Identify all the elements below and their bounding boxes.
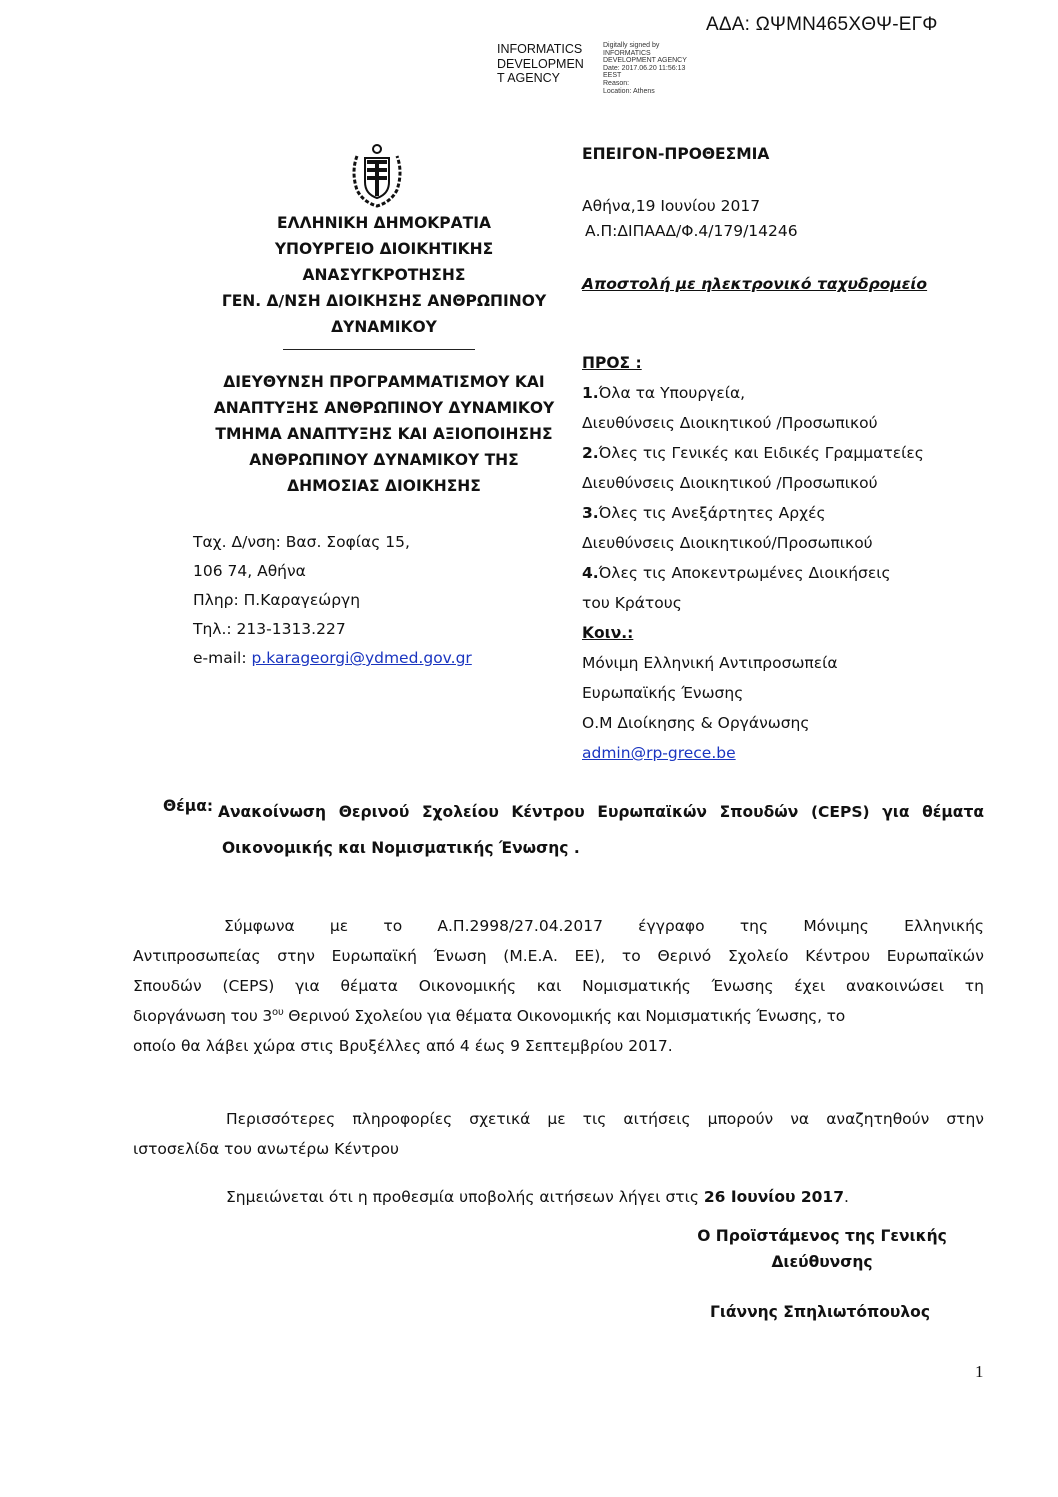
recipient-text: Όλες τις Αποκεντρωμένες Διοικήσεις [598,564,891,582]
body-word: Ευρωπαϊκή [331,947,417,965]
subject-line-1 [218,797,984,827]
body-word: μπορούν [707,1110,774,1128]
signature-name-line: T AGENCY [497,71,560,85]
cc-email-link[interactable]: admin@rp-grece.be [582,744,736,762]
recipient-num: 3. [582,504,599,522]
body-word: της [739,917,769,935]
recipient-line: Διευθύνσεις Διοικητικού /Προσωπικού [582,414,878,432]
recipient-num: 2. [582,444,599,462]
body-word: Ένωση [433,947,487,965]
body-word: ανακοινώσει [846,977,945,995]
signature-meta-line: DEVELOPMENT AGENCY [603,57,687,65]
body-word: και [536,977,562,995]
body-word: σχετικά [469,1110,531,1128]
subject-word: Σπουδών [719,803,799,821]
signature-meta-line: Digitally signed by [603,42,660,49]
directorate-line: ΑΝΘΡΩΠΙΝΟΥ ΔΥΝΑΜΙΚΟΥ ΤΗΣ [249,451,519,469]
subject-line-2: Οικονομικής και Νομισματικής Ένωσης . [222,839,580,857]
address-line: Ταχ. Δ/νση: Βασ. Σοφίας 15, [193,533,410,551]
signature-name-line: INFORMATICS [497,42,583,56]
cc-email-row [582,738,924,768]
ada-code: ΑΔΑ: ΩΨΜΝ465ΧΘΨ-ΕΓΦ [706,14,938,35]
coat-of-arms-icon [345,142,409,210]
signature-meta-line: Location: Athens [603,87,655,95]
deadline-date: 26 Ιουνίου 2017 [703,1188,844,1206]
signature-meta-line: Date: 2017.06.20 11:56:13 [603,64,686,72]
body-word: Μόνιμης [803,917,869,935]
email-row [193,644,472,673]
subject [163,797,984,863]
body-word: Θερινό [657,947,712,965]
recipient-num: 1. [582,384,599,402]
directorate-line: ΔΗΜΟΣΙΑΣ ΔΙΟΙΚΗΣΗΣ [287,477,481,495]
body-line: ιστοσελίδα του ανωτέρω Κέντρου [133,1140,399,1158]
recipients [582,348,924,768]
body-word: Ευρωπαϊκών [886,947,984,965]
cc-line: Ευρωπαϊκής Ένωσης [582,684,744,702]
cc-label: Κοιν.: [582,624,634,642]
body-line: οποίο θα λάβει χώρα στις Βρυξέλλες από 4 έως 9 Σεπτεμβρίου 2017. [133,1037,673,1055]
subject-word: Ανακοίνωση [218,803,327,821]
protocol-number: Α.Π:ΔΙΠΑΑΔ/Φ.4/179/14246 [585,222,798,240]
urgency-label: ΕΠΕΙΓΟΝ-ΠΡΟΘΕΣΜΙΑ [582,145,770,163]
body-word: για [295,977,320,995]
subject-word: για [882,803,910,821]
body-text: . [843,1188,849,1206]
body-word: στην [277,947,315,965]
letterhead-line: ΔΥΝΑΜΙΚΟΥ [331,318,437,336]
body-word: αναζητηθούν [826,1110,930,1128]
email-link[interactable]: p.karageorgi@ydmed.gov.gr [251,649,472,667]
recipient-line: Διευθύνσεις Διοικητικού/Προσωπικού [582,534,873,552]
letterhead-line: ΑΝΑΣΥΓΚΡΟΤΗΣΗΣ [302,266,466,284]
signature-meta-line: INFORMATICS [603,49,651,57]
body-paragraph-3 [226,1182,984,1212]
body-word: Α.Π.2998/27.04.2017 [437,917,603,935]
body-word: Αντιπροσωπείας [133,947,261,965]
recipient-line: του Κράτους [582,594,682,612]
signature-meta-line: Reason: [603,79,630,87]
body-line [133,941,984,971]
body-word: αιτήσεις [623,1110,691,1128]
signature-name-line: DEVELOPMEN [497,56,584,71]
signature-meta-line: EEST [603,72,622,80]
contact-info [193,528,472,673]
directorate-line: ΤΜΗΜΑ ΑΝΑΠΤΥΞΗΣ ΚΑΙ ΑΞΙΟΠΟΙΗΣΗΣ [215,425,553,443]
divider [283,349,475,350]
cc-line: Ο.Μ Διοίκησης & Οργάνωσης [582,714,810,732]
to-label: ΠΡΟΣ : [582,354,642,372]
body-word: το [621,947,641,965]
body-text: Θερινού Σχολείου για θέματα Οικονομικής και Νομισματικής Ένωσης, το [283,1007,846,1025]
body-word: με [547,1110,566,1128]
directorate-header [190,369,578,499]
body-word: Σύμφωνα [224,917,295,935]
body-line [226,1182,984,1212]
body-line [226,1104,984,1134]
body-word: (CEPS) [222,977,275,995]
letterhead-line: ΥΠΟΥΡΓΕΙΟ ΔΙΟΙΚΗΤΙΚΗΣ [274,240,494,258]
body-word: Ένωσης [711,977,774,995]
recipient-text: Όλες τις Ανεξάρτητες Αρχές [598,504,826,522]
body-paragraph-1 [218,911,984,941]
body-line [133,1001,984,1031]
body-word: ΕΕ), [574,947,606,965]
body-paragraph-2 [226,1104,984,1134]
body-word: έχει [794,977,826,995]
body-word: Σχολείο [727,947,789,965]
body-word: τη [964,977,984,995]
letterhead-line: ΕΛΛΗΝΙΚΗ ΔΗΜΟΚΡΑΤΙΑ [277,214,491,232]
signature-details [603,42,687,95]
recipient-text: Όλα τα Υπουργεία, [598,384,746,402]
recipient-line [582,498,924,528]
body-line [133,971,984,1001]
body-word: τις [582,1110,607,1128]
signature-name [497,42,584,86]
cc-line: Μόνιμη Ελληνική Αντιπροσωπεία [582,654,838,672]
recipient-line [582,558,924,588]
directorate-line: ΔΙΕΥΘΥΝΣΗ ΠΡΟΓΡΑΜΜΑΤΙΣΜΟΥ ΚΑΙ [223,373,545,391]
address-line: 106 74, Αθήνα [193,562,306,580]
body-superscript: ου [272,1006,284,1018]
body-line [218,911,984,941]
contact-person: Πληρ: Π.Καραγεώργη [193,591,361,609]
recipient-text: Όλες τις Γενικές και Ειδικές Γραμματείες [598,444,924,462]
recipient-line: Διευθύνσεις Διοικητικού /Προσωπικού [582,474,878,492]
body-word: με [329,917,349,935]
directorate-line: ΑΝΑΠΤΥΞΗΣ ΑΝΘΡΩΠΙΝΟΥ ΔΥΝΑΜΙΚΟΥ [213,399,555,417]
ministry-header [190,210,578,340]
body-text: διοργάνωση του 3 [133,1007,273,1025]
subject-word: θέματα [922,803,984,821]
body-word: το [383,917,403,935]
body-paragraph-1-cont [133,941,984,1061]
body-word: Κέντρου [805,947,871,965]
body-word: να [790,1110,810,1128]
body-word: θέματα [340,977,398,995]
body-word: πληροφορίες [352,1110,453,1128]
delivery-method: Αποστολή με ηλεκτρονικό ταχυδρομείο [582,275,928,293]
subject-word: Ευρωπαϊκών [597,803,707,821]
body-word: στην [946,1110,984,1128]
subject-label: Θέμα: [163,797,214,815]
body-word: έγγραφο [638,917,705,935]
body-word: Οικονομικής [418,977,517,995]
page-number: 1 [975,1362,984,1381]
body-word: Περισσότερες [226,1110,336,1128]
body-word: Ελληνικής [904,917,984,935]
signer-name: Γιάννης Σπηλιωτόπουλος [709,1303,931,1321]
subject-word: (CEPS) [810,803,870,821]
subject-word: Θερινού [338,803,410,821]
signer-title-line: Ο Προϊστάμενος της Γενικής [697,1227,947,1245]
subject-word: Σχολείου [421,803,499,821]
date: Αθήνα,19 Ιουνίου 2017 [582,197,761,215]
body-word: (Μ.Ε.Α. [503,947,558,965]
recipient-line [582,438,924,468]
body-text: Σημειώνεται ότι η προθεσμία υποβολής αιτήσεων λήγει στις [226,1188,704,1206]
recipient-num: 4. [582,564,599,582]
recipient-line [582,378,924,408]
signer-title-line: Διεύθυνσης [771,1253,873,1271]
body-paragraph-2-cont [133,1134,984,1164]
signer-title [650,1223,994,1275]
subject-word: Κέντρου [511,803,585,821]
phone: Τηλ.: 213-1313.227 [193,620,346,638]
body-word: Σπουδών [133,977,202,995]
email-label: e-mail: [193,649,252,667]
body-word: Νομισματικής [582,977,691,995]
letterhead-line: ΓΕΝ. Δ/ΝΣΗ ΔΙΟΙΚΗΣΗΣ ΑΝΘΡΩΠΙΝΟΥ [221,292,547,310]
